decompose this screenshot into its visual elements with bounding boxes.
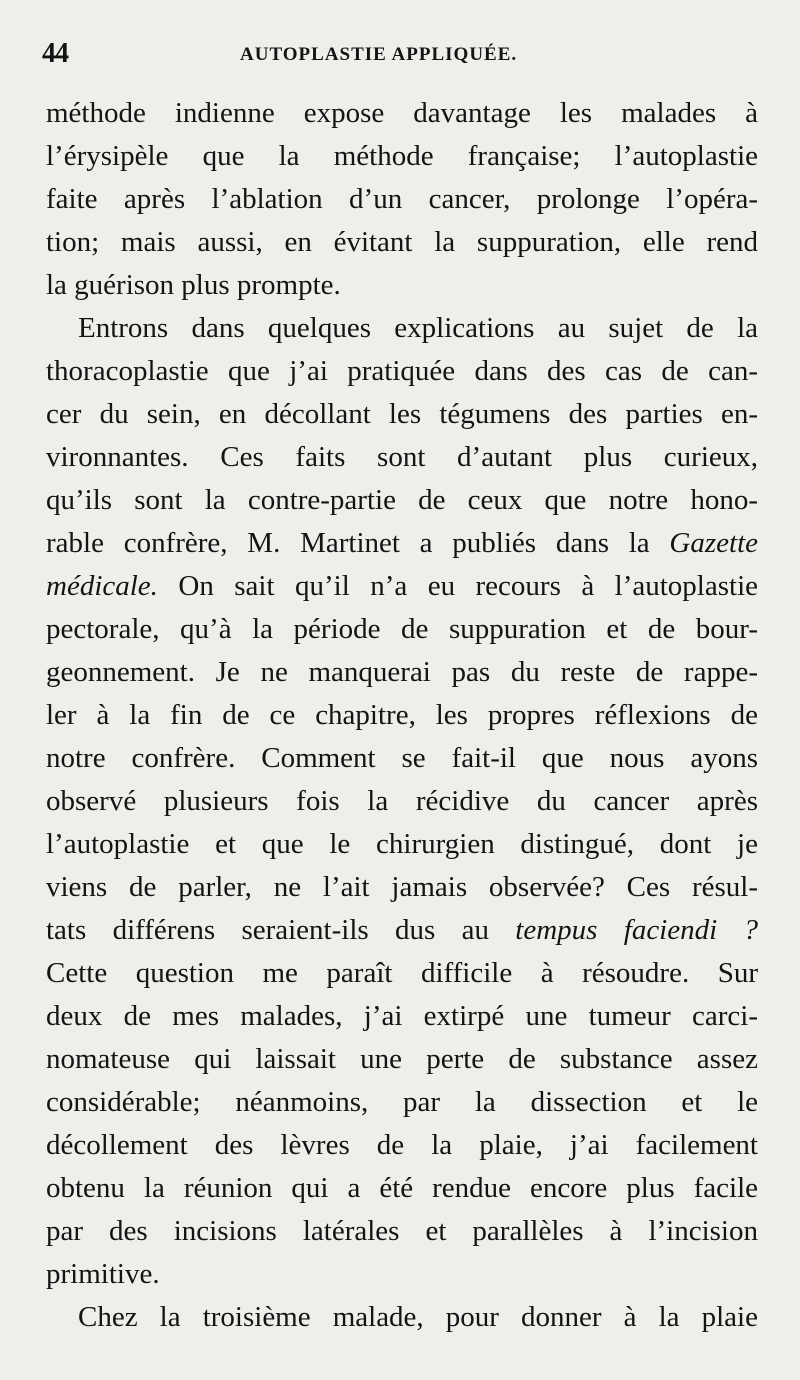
text-run: par des incisions latérales et parallèles à l’incision [46, 1215, 758, 1247]
text-line [46, 135, 758, 178]
text-run: nomateuse qui laissait une perte de substance assez [46, 1043, 758, 1075]
text-run: rable confrère, M. Martinet a publiés dans la [46, 527, 670, 559]
text-run: faite après l’ablation d’un cancer, prolonge l’opéra- [46, 183, 758, 215]
text-line [46, 393, 758, 436]
text-run: tion; mais aussi, en évitant la suppuration, elle rend [46, 226, 758, 258]
text-line [46, 909, 758, 952]
text-line [46, 565, 758, 608]
text-line [46, 866, 758, 909]
text-run: l’autoplastie et que le chirurgien distingué, dont je [46, 828, 758, 860]
text-line [46, 92, 758, 135]
text-run: Chez la troisième malade, pour donner à la plaie [78, 1301, 758, 1333]
text-line [46, 780, 758, 823]
text-line [46, 178, 758, 221]
text-line [46, 1124, 758, 1167]
body-text [46, 92, 758, 1339]
text-run: l’érysipèle que la méthode française; l’autoplastie [46, 140, 758, 172]
text-run: obtenu la réunion qui a été rendue encore plus facile [46, 1172, 758, 1204]
text-line [46, 1253, 758, 1296]
text-line [46, 221, 758, 264]
text-line [46, 1210, 758, 1253]
text-run: geonnement. Je ne manquerai pas du reste de rappe- [46, 656, 758, 688]
text-run: deux de mes malades, j’ai extirpé une tumeur carci- [46, 1000, 758, 1032]
text-line [46, 608, 758, 651]
italic-text: Gazette [669, 527, 758, 559]
text-line [46, 264, 758, 307]
text-line [46, 651, 758, 694]
text-run: notre confrère. Comment se fait-il que nous ayons [46, 742, 758, 774]
text-line [46, 479, 758, 522]
text-run: thoracoplastie que j’ai pratiquée dans des cas de can- [46, 355, 758, 387]
text-run: ler à la fin de ce chapitre, les propres réflexions de [46, 699, 758, 731]
text-run: cer du sein, en décollant les tégumens des parties en- [46, 398, 758, 430]
text-line [46, 995, 758, 1038]
text-line [46, 522, 758, 565]
text-line [46, 307, 758, 350]
text-run: tats différens seraient-ils dus au [46, 914, 516, 946]
text-line [46, 1167, 758, 1210]
page-header [40, 34, 760, 74]
text-line [46, 436, 758, 479]
text-line [46, 1038, 758, 1081]
text-run: Entrons dans quelques explications au sujet de la [78, 312, 758, 344]
text-run: décollement des lèvres de la plaie, j’ai facilement [46, 1129, 758, 1161]
text-run: observé plusieurs fois la récidive du cancer après [46, 785, 758, 817]
text-line [46, 823, 758, 866]
text-run: la guérison plus prompte. [46, 269, 341, 301]
text-line [46, 952, 758, 995]
text-run: qu’ils sont la contre-partie de ceux que notre hono- [46, 484, 758, 516]
text-run: vironnantes. Ces faits sont d’autant plus curieux, [46, 441, 758, 473]
text-run: Cette question me paraît difficile à résoudre. Sur [46, 957, 758, 989]
text-line [46, 350, 758, 393]
text-run: considérable; néanmoins, par la dissection et le [46, 1086, 758, 1118]
text-line [46, 694, 758, 737]
italic-text: tempus faciendi ? [515, 914, 758, 946]
running-head: AUTOPLASTIE APPLIQUÉE. [240, 44, 518, 65]
text-run: pectorale, qu’à la période de suppuration et de bour- [46, 613, 758, 645]
text-line [46, 737, 758, 780]
text-run: méthode indienne expose davantage les malades à [46, 97, 758, 129]
page-number: 44 [42, 38, 68, 69]
italic-text: médicale. [46, 570, 158, 602]
text-run: viens de parler, ne l’ait jamais observée? Ces résul- [46, 871, 758, 903]
text-run: On sait qu’il n’a eu recours à l’autoplastie [157, 570, 758, 602]
text-run: primitive. [46, 1258, 160, 1290]
text-line [46, 1296, 758, 1339]
text-line [46, 1081, 758, 1124]
